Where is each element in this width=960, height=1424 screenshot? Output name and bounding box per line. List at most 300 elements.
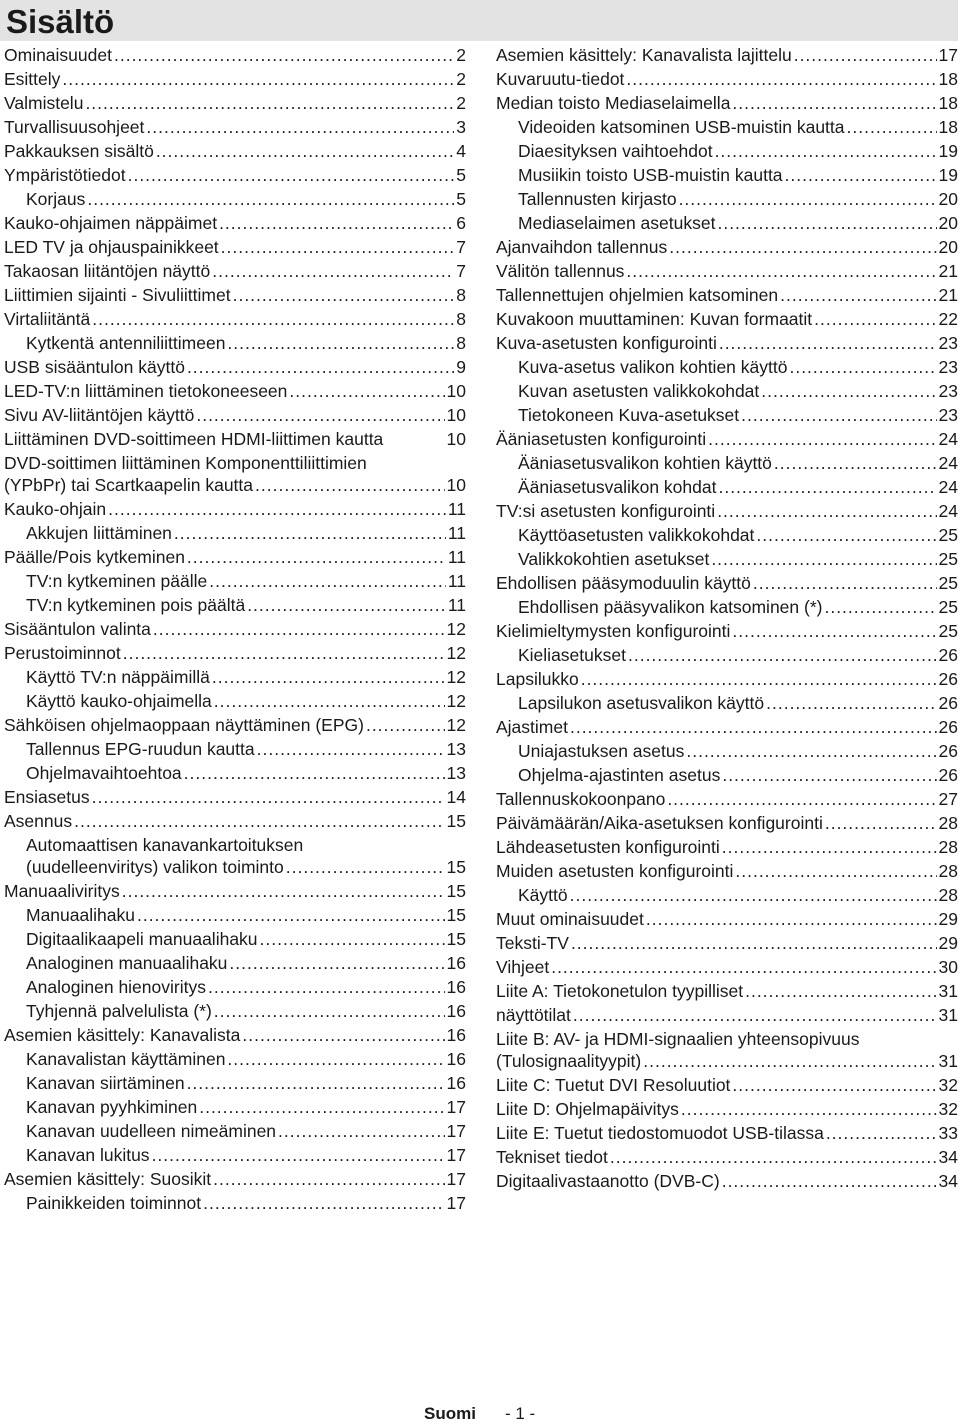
toc-entry-title: Digitaalikaapeli manuaalihaku — [26, 929, 258, 949]
toc-leader-dots — [260, 928, 445, 950]
toc-entry[interactable] — [496, 116, 958, 140]
toc-entry[interactable] — [496, 1074, 958, 1098]
toc-entry-page: 28 — [938, 837, 958, 857]
toc-entry-title: Päälle/Pois kytkeminen — [4, 547, 185, 567]
toc-entry-page: 9 — [456, 357, 466, 377]
toc-entry-title: Uniajastuksen asetus — [518, 741, 685, 761]
toc-entry-title: Esittely — [4, 69, 61, 89]
toc-entry-title: Kanavan pyyhkiminen — [26, 1097, 198, 1117]
toc-entry-page: 3 — [456, 117, 466, 137]
toc-entry[interactable] — [4, 928, 466, 952]
toc-entry-page: 10 — [446, 475, 466, 495]
toc-entry[interactable] — [496, 812, 958, 836]
toc-entry[interactable] — [4, 380, 466, 404]
toc-leader-dots — [573, 1004, 937, 1026]
toc-entry-page: 4 — [456, 141, 466, 161]
toc-leader-dots — [766, 692, 936, 714]
toc-entry-page: 25 — [938, 549, 958, 569]
toc-leader-dots — [646, 908, 937, 930]
toc-entry[interactable] — [4, 546, 466, 570]
toc-entry-title: Tallennus EPG-ruudun kautta — [26, 739, 255, 759]
toc-leader-dots — [824, 596, 936, 618]
toc-leader-dots — [227, 1048, 444, 1070]
toc-leader-dots — [289, 380, 444, 402]
toc-entry-title: Liittäminen DVD-soittimeen HDMI-liittimen kautta — [4, 429, 384, 449]
toc-entry-title: Ohjelma-ajastinten asetus — [518, 765, 721, 785]
toc-leader-dots — [242, 1024, 444, 1046]
toc-entry-title: Teksti-TV — [496, 933, 569, 953]
toc-entry-page: 14 — [446, 787, 466, 807]
toc-entry-title: Median toisto Mediaselaimella — [496, 93, 731, 113]
toc-entry-title: LED-TV:n liittäminen tietokoneeseen — [4, 381, 288, 401]
toc-entry-title: Kieliasetukset — [518, 645, 626, 665]
toc-entry[interactable] — [4, 690, 466, 714]
toc-leader-dots — [732, 1074, 936, 1096]
toc-entry-page: 27 — [938, 789, 958, 809]
toc-entry-title: Ehdollisen pääsymoduulin käyttö — [496, 573, 751, 593]
toc-entry-title: (uudelleenviritys) valikon toiminto — [26, 857, 284, 877]
toc-entry-title: USB sisääntulon käyttö — [4, 357, 185, 377]
toc-entry[interactable] — [4, 498, 466, 522]
toc-leader-dots — [626, 68, 936, 90]
toc-leader-dots — [227, 332, 454, 354]
toc-entry-page: 17 — [446, 1193, 466, 1213]
toc-leader-dots — [785, 164, 937, 186]
toc-entry-page: 33 — [938, 1123, 958, 1143]
toc-leader-dots — [219, 212, 454, 234]
toc-entry[interactable] — [496, 284, 958, 308]
toc-leader-dots — [667, 788, 936, 810]
toc-leader-dots — [780, 284, 936, 306]
toc-entry-title: Kuvan asetusten valikkokohdat — [518, 381, 760, 401]
toc-entry-page: 15 — [446, 811, 466, 831]
toc-entry-title: Liite A: Tietokonetulon tyypilliset — [496, 981, 744, 1001]
toc-entry-title: Kytkentä antenniliittimeen — [26, 333, 226, 353]
toc-leader-dots — [679, 188, 937, 210]
toc-entry[interactable] — [4, 116, 466, 140]
footer-language: Suomi — [424, 1404, 476, 1423]
toc-entry[interactable] — [496, 716, 958, 740]
toc-leader-dots — [62, 68, 454, 90]
toc-leader-dots — [669, 236, 936, 258]
toc-left-column — [4, 44, 466, 1216]
toc-leader-dots — [715, 140, 937, 162]
toc-leader-dots — [722, 836, 937, 858]
toc-entry[interactable] — [4, 786, 466, 810]
toc-leader-dots — [108, 498, 446, 520]
toc-entry[interactable] — [496, 596, 958, 620]
toc-entry[interactable] — [4, 284, 466, 308]
toc-leader-dots — [187, 1072, 445, 1094]
toc-entry-title: Liite B: AV- ja HDMI-signaalien yhteensopivuus — [496, 1029, 860, 1049]
toc-entry-page: 26 — [938, 741, 958, 761]
toc-entry-page: 26 — [938, 645, 958, 665]
toc-entry-page: 24 — [938, 501, 958, 521]
toc-entry-title: Kanavan lukitus — [26, 1145, 150, 1165]
toc-entry[interactable] — [4, 188, 466, 212]
toc-entry-page: 6 — [456, 213, 466, 233]
toc-entry-title: näyttötilat — [496, 1005, 571, 1025]
toc-leader-dots — [741, 404, 936, 426]
toc-entry[interactable] — [496, 164, 958, 188]
toc-entry-title: Käyttö kauko-ohjaimella — [26, 691, 212, 711]
toc-entry[interactable] — [4, 762, 466, 786]
toc-leader-dots — [152, 1144, 445, 1166]
toc-entry[interactable] — [4, 452, 466, 498]
toc-entry-title: Valikkokohtien asetukset — [518, 549, 710, 569]
toc-leader-dots — [187, 356, 454, 378]
toc-entry-title: Käyttöasetusten valikkokohdat — [518, 525, 755, 545]
toc-entry-title: Analoginen manuaalihaku — [26, 953, 228, 973]
toc-entry-page: 12 — [446, 643, 466, 663]
toc-entry-page: 24 — [938, 477, 958, 497]
toc-entry-page: 29 — [938, 933, 958, 953]
toc-entry[interactable] — [496, 44, 958, 68]
toc-entry-title: Päivämäärän/Aika-asetuksen konfigurointi — [496, 813, 823, 833]
toc-entry-title: Välitön tallennus — [496, 261, 625, 281]
toc-entry[interactable] — [4, 236, 466, 260]
toc-leader-dots — [366, 714, 445, 736]
toc-entry-page: 17 — [446, 1097, 466, 1117]
toc-entry[interactable] — [496, 308, 958, 332]
toc-entry[interactable] — [4, 618, 466, 642]
toc-leader-dots — [247, 594, 446, 616]
toc-entry[interactable] — [4, 140, 466, 164]
toc-entry[interactable] — [496, 788, 958, 812]
toc-entry-page: 11 — [447, 523, 466, 543]
toc-entry-page: 11 — [447, 595, 466, 615]
toc-entry[interactable] — [4, 666, 466, 690]
toc-entry-title: Asennus — [4, 811, 73, 831]
toc-entry-title: Sähköisen ohjelmaoppaan näyttäminen (EPG) — [4, 715, 364, 735]
toc-entry-title: Ääniasetusten konfigurointi — [496, 429, 707, 449]
toc-entry[interactable] — [4, 904, 466, 928]
toc-entry[interactable] — [496, 356, 958, 380]
toc-entry-page: 20 — [938, 213, 958, 233]
toc-entry[interactable] — [4, 404, 466, 428]
toc-entry-page: 16 — [446, 1025, 466, 1045]
toc-entry-title: Liite E: Tuetut tiedostomuodot USB-tilassa — [496, 1123, 824, 1143]
toc-entry[interactable] — [496, 92, 958, 116]
toc-leader-dots — [719, 332, 937, 354]
toc-entry-page: 7 — [456, 261, 466, 281]
toc-entry-page: 7 — [456, 237, 466, 257]
toc-entry[interactable] — [4, 714, 466, 738]
toc-entry[interactable] — [496, 1122, 958, 1146]
toc-entry-title: Tekniset tiedot — [496, 1147, 608, 1167]
toc-entry-title: Manuaalihaku — [26, 905, 135, 925]
toc-entry[interactable] — [496, 548, 958, 572]
toc-entry-title: Diaesityksen vaihtoehdot — [518, 141, 713, 161]
toc-entry-title: DVD-soittimen liittäminen Komponenttiliittimien — [4, 453, 367, 473]
toc-entry-title: Ääniasetusvalikon kohtien käyttö — [518, 453, 772, 473]
toc-entry-title: Takaosan liitäntöjen näyttö — [4, 261, 211, 281]
toc-leader-dots — [114, 44, 454, 66]
toc-leader-dots — [187, 546, 446, 568]
toc-entry-title: Sisääntulon valinta — [4, 619, 151, 639]
toc-entry[interactable] — [4, 880, 466, 904]
toc-entry[interactable] — [496, 908, 958, 932]
toc-entry[interactable] — [4, 164, 466, 188]
toc-entry[interactable] — [496, 1170, 958, 1194]
toc-entry-title: Tallennettujen ohjelmien katsominen — [496, 285, 779, 305]
toc-entry-title: Manuaaliviritys — [4, 881, 120, 901]
toc-entry-title: Turvallisuusohjeet — [4, 117, 145, 137]
toc-entry-title: Ohjelmavaihtoehtoa — [26, 763, 182, 783]
toc-entry-title: Tallennuskokoonpano — [496, 789, 666, 809]
toc-entry[interactable] — [496, 740, 958, 764]
toc-entry[interactable] — [4, 976, 466, 1000]
toc-entry[interactable] — [496, 692, 958, 716]
toc-leader-dots — [722, 764, 936, 786]
toc-entry-title: Ensiasetus — [4, 787, 90, 807]
toc-entry[interactable] — [4, 1144, 466, 1168]
toc-leader-dots — [214, 1000, 445, 1022]
toc-entry-title: Muut ominaisuudet — [496, 909, 644, 929]
toc-entry-title: Ehdollisen pääsyvalikon katsominen (*) — [518, 597, 823, 617]
toc-entry[interactable] — [4, 810, 466, 834]
toc-entry-title: Automaattisen kanavankartoituksen — [26, 835, 304, 855]
toc-leader-dots — [278, 1120, 444, 1142]
toc-leader-dots — [681, 1098, 937, 1120]
footer-page-number: - 1 - — [505, 1404, 536, 1423]
toc-entry-title: Asemien käsittely: Suosikit — [4, 1169, 212, 1189]
toc-leader-dots — [255, 474, 445, 496]
toc-entry-title: Kanavan siirtäminen — [26, 1073, 185, 1093]
toc-entry[interactable] — [4, 44, 466, 68]
toc-entry[interactable] — [496, 404, 958, 428]
toc-leader-dots — [732, 620, 936, 642]
toc-entry-title: Sivu AV-liitäntöjen käyttö — [4, 405, 195, 425]
toc-entry-page: 2 — [456, 45, 466, 65]
toc-entry-page: 29 — [938, 909, 958, 929]
toc-entry-title: Ominaisuudet — [4, 45, 112, 65]
toc-entry-page: 12 — [446, 667, 466, 687]
toc-leader-dots — [153, 618, 445, 640]
toc-entry-title: Tyhjennä palvelulista (*) — [26, 1001, 212, 1021]
toc-entry[interactable] — [496, 980, 958, 1004]
toc-entry-page: 25 — [938, 597, 958, 617]
toc-entry-page: 13 — [446, 739, 466, 759]
toc-entry-title: LED TV ja ohjauspainikkeet — [4, 237, 219, 257]
toc-entry[interactable] — [4, 952, 466, 976]
toc-entry-page: 25 — [938, 621, 958, 641]
toc-entry[interactable] — [4, 522, 466, 546]
toc-entry-title: Kauko-ohjain — [4, 499, 107, 519]
toc-entry-page: 10 — [446, 405, 466, 425]
toc-entry-title: TV:n kytkeminen päälle — [26, 571, 208, 591]
toc-entry-title: Ääniasetusvalikon kohdat — [518, 477, 717, 497]
toc-entry-title: Tietokoneen Kuva-asetukset — [518, 405, 740, 425]
toc-entry[interactable] — [4, 428, 466, 452]
toc-entry-title: Ajanvaihdon tallennus — [496, 237, 668, 257]
toc-entry-page: 24 — [938, 453, 958, 473]
toc-entry-title: (Tulosignaalityypit) — [496, 1051, 642, 1071]
toc-entry-page: 26 — [938, 765, 958, 785]
toc-leader-dots — [745, 980, 936, 1002]
toc-entry[interactable] — [496, 956, 958, 980]
toc-leader-dots — [212, 666, 445, 688]
toc-leader-dots — [717, 500, 936, 522]
toc-entry-page: 10 — [446, 381, 466, 401]
toc-entry[interactable] — [496, 428, 958, 452]
toc-entry-page: 11 — [447, 571, 466, 591]
toc-entry[interactable] — [496, 764, 958, 788]
toc-entry[interactable] — [496, 1004, 958, 1028]
toc-entry[interactable] — [496, 476, 958, 500]
toc-entry[interactable] — [4, 356, 466, 380]
toc-entry[interactable] — [4, 1120, 466, 1144]
toc-entry[interactable] — [496, 140, 958, 164]
toc-entry-page: 20 — [938, 237, 958, 257]
toc-entry[interactable] — [496, 932, 958, 956]
toc-entry-title: Kuva-asetusten konfigurointi — [496, 333, 717, 353]
toc-entry-page: 12 — [446, 715, 466, 735]
toc-leader-dots — [722, 1170, 937, 1192]
toc-entry-page: 15 — [446, 905, 466, 925]
toc-entry-title: Kuvakoon muuttaminen: Kuvan formaatit — [496, 309, 813, 329]
toc-leader-dots — [156, 140, 454, 162]
toc-entry[interactable] — [496, 524, 958, 548]
toc-entry[interactable] — [4, 642, 466, 666]
toc-entry-page: 25 — [938, 525, 958, 545]
toc-entry-page: 18 — [938, 93, 958, 113]
toc-entry[interactable] — [496, 620, 958, 644]
toc-entry[interactable] — [496, 1146, 958, 1170]
toc-entry[interactable] — [4, 92, 466, 116]
toc-leader-dots — [208, 976, 445, 998]
toc-entry-title: Käyttö TV:n näppäimillä — [26, 667, 210, 687]
toc-leader-dots — [229, 952, 444, 974]
toc-leader-dots — [209, 570, 446, 592]
toc-entry[interactable] — [496, 236, 958, 260]
toc-entry-page: 28 — [938, 885, 958, 905]
toc-entry[interactable] — [496, 452, 958, 476]
toc-entry[interactable] — [496, 644, 958, 668]
toc-entry-title: Pakkauksen sisältö — [4, 141, 154, 161]
toc-entry-page: 13 — [446, 763, 466, 783]
toc-entry[interactable] — [4, 332, 466, 356]
toc-entry-page: 26 — [938, 693, 958, 713]
toc-entry-page: 32 — [938, 1099, 958, 1119]
toc-entry-page: 17 — [938, 45, 958, 65]
toc-leader-dots — [212, 260, 454, 282]
toc-entry-page: 22 — [938, 309, 958, 329]
toc-entry[interactable] — [4, 1024, 466, 1048]
toc-entry-title: Mediaselaimen asetukset — [518, 213, 716, 233]
toc-leader-dots — [128, 164, 455, 186]
toc-entry[interactable] — [4, 1000, 466, 1024]
toc-entry[interactable] — [4, 834, 466, 880]
toc-entry-title: Liittimien sijainti - Sivuliittimet — [4, 285, 231, 305]
toc-entry-page: 17 — [446, 1121, 466, 1141]
toc-leader-dots — [233, 284, 455, 306]
toc-entry[interactable] — [496, 572, 958, 596]
toc-leader-dots — [735, 860, 936, 882]
toc-entry[interactable] — [4, 1168, 466, 1192]
toc-entry[interactable] — [496, 1098, 958, 1122]
toc-leader-dots — [825, 812, 937, 834]
toc-entry-page: 5 — [456, 189, 466, 209]
toc-entry[interactable] — [496, 332, 958, 356]
toc-leader-dots — [551, 956, 936, 978]
toc-entry-page: 12 — [446, 691, 466, 711]
toc-entry[interactable] — [4, 1096, 466, 1120]
toc-entry-title: Videoiden katsominen USB-muistin kautta — [518, 117, 845, 137]
toc-leader-dots — [123, 642, 445, 664]
toc-entry[interactable] — [4, 1072, 466, 1096]
toc-entry[interactable] — [496, 500, 958, 524]
toc-entry-title: Lapsilukon asetusvalikon käyttö — [518, 693, 765, 713]
toc-entry[interactable] — [496, 860, 958, 884]
toc-leader-dots — [571, 932, 937, 954]
toc-entry-title: Digitaalivastaanotto (DVB-C) — [496, 1171, 720, 1191]
toc-leader-dots — [570, 884, 937, 906]
toc-entry[interactable] — [496, 884, 958, 908]
toc-entry-page: 31 — [938, 1051, 958, 1071]
toc-entry-page: 26 — [938, 669, 958, 689]
toc-entry-title: Kielimieltymysten konfigurointi — [496, 621, 731, 641]
toc-entry-title: Kuvaruutu-tiedot — [496, 69, 625, 89]
toc-entry-page: 11 — [447, 499, 466, 519]
toc-entry[interactable] — [4, 260, 466, 284]
toc-entry[interactable] — [4, 1192, 466, 1216]
toc-entry-page: 23 — [938, 405, 958, 425]
toc-entry[interactable] — [496, 212, 958, 236]
toc-leader-dots — [74, 810, 444, 832]
toc-entry-title: Korjaus — [26, 189, 86, 209]
toc-entry-page: 19 — [938, 165, 958, 185]
toc-leader-dots — [581, 668, 937, 690]
toc-entry-page: 25 — [938, 573, 958, 593]
toc-entry-title: Asemien käsittely: Kanavalista lajittelu — [496, 45, 792, 65]
toc-entry-page: 31 — [938, 1005, 958, 1025]
toc-entry[interactable] — [496, 836, 958, 860]
toc-entry-page: 16 — [446, 1073, 466, 1093]
toc-leader-dots — [686, 740, 936, 762]
toc-entry-title: Liite C: Tuetut DVI Resoluutiot — [496, 1075, 731, 1095]
toc-entry[interactable] — [496, 188, 958, 212]
toc-entry[interactable] — [4, 212, 466, 236]
page-title: Sisältö — [6, 3, 115, 40]
toc-entry[interactable] — [4, 570, 466, 594]
toc-leader-dots — [122, 880, 445, 902]
toc-entry-title: Vihjeet — [496, 957, 550, 977]
toc-leader-dots — [774, 452, 937, 474]
toc-leader-dots — [221, 236, 455, 258]
toc-entry-page: 19 — [938, 141, 958, 161]
toc-entry-title: Kanavalistan käyttäminen — [26, 1049, 226, 1069]
toc-entry[interactable] — [4, 594, 466, 618]
toc-leader-dots — [146, 116, 454, 138]
toc-entry[interactable] — [496, 380, 958, 404]
toc-leader-dots — [847, 116, 937, 138]
toc-leader-dots — [213, 1168, 444, 1190]
toc-entry-page: 23 — [938, 381, 958, 401]
toc-entry-page: 15 — [446, 881, 466, 901]
toc-entry[interactable] — [496, 1028, 958, 1074]
toc-entry[interactable] — [4, 68, 466, 92]
toc-leader-dots — [711, 548, 936, 570]
toc-entry[interactable] — [4, 308, 466, 332]
toc-entry[interactable] — [4, 1048, 466, 1072]
toc-entry[interactable] — [496, 68, 958, 92]
toc-entry[interactable] — [496, 668, 958, 692]
toc-entry-page: 16 — [446, 953, 466, 973]
toc-entry[interactable] — [496, 260, 958, 284]
toc-leader-dots — [203, 1192, 444, 1214]
toc-entry[interactable] — [4, 738, 466, 762]
